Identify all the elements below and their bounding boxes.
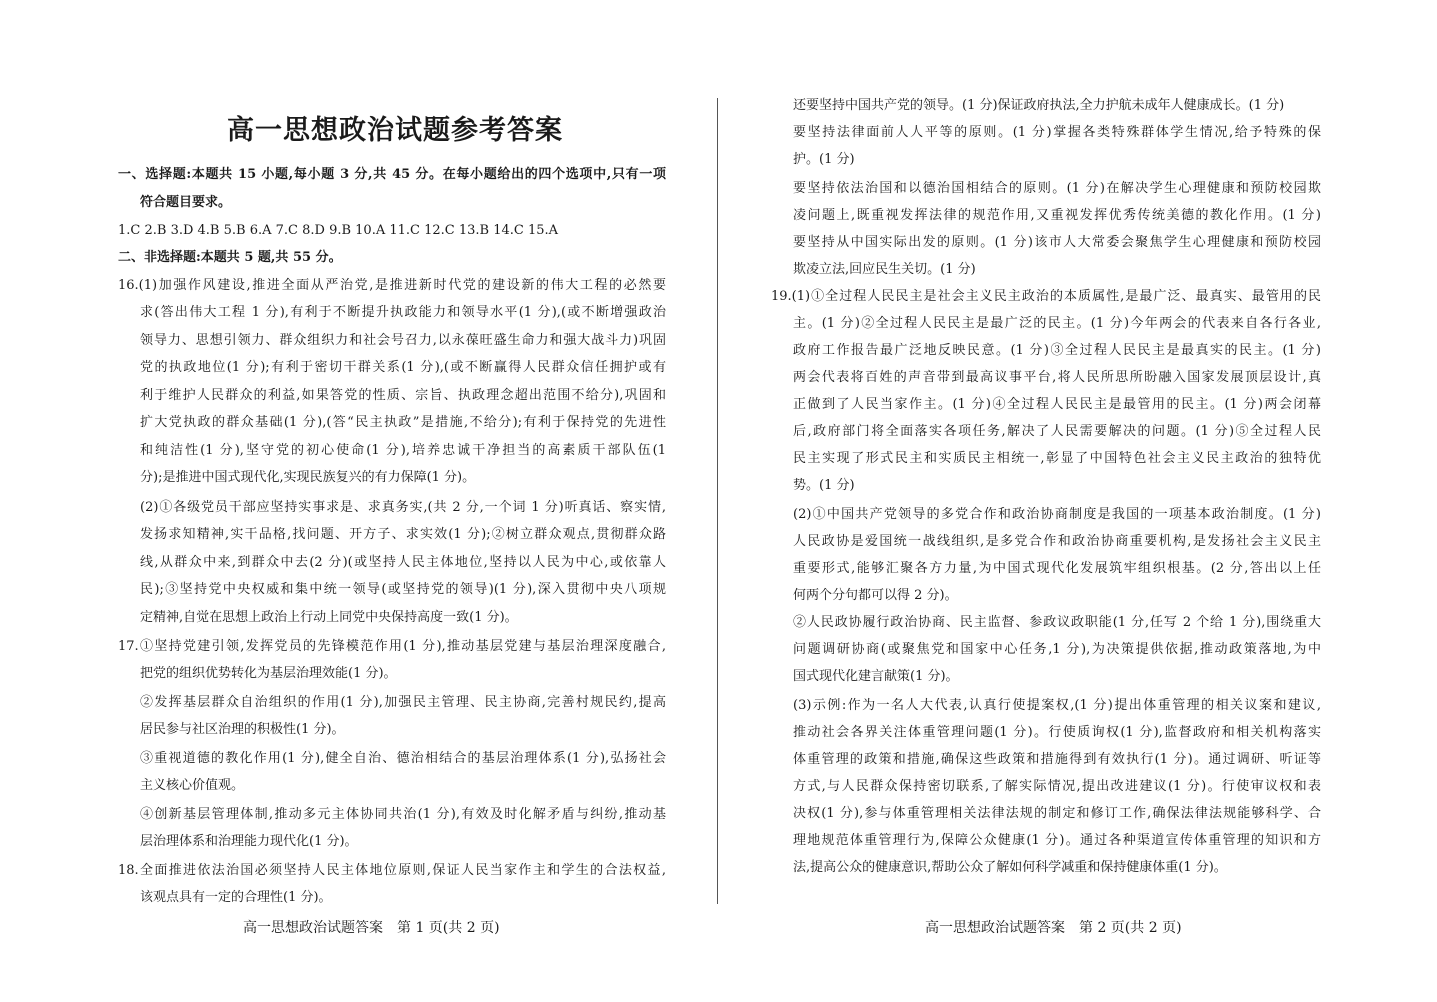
text-line: ④创新基层管理体制,推动多元主体协同共治(1 分),有效及时化解矛盾与纠纷,推动基 [140, 807, 666, 822]
text-line: 主义核心价值观。 [140, 778, 245, 793]
text-line: 一、选择题:本题共 15 小题,每小题 3 分,共 45 分。在每小题给出的四个选项中,只有一项 [118, 167, 666, 182]
footer-right: 高一思想政治试题答案 第 2 页(共 2 页) [925, 920, 1182, 936]
text-line: 19.(1)①全过程人民民主是社会主义民主政治的本质属性,是最广泛、最真实、最管用的民 [771, 289, 1321, 304]
text-line: (2)①中国共产党领导的多党合作和政治协商制度是我国的一项基本政治制度。(1 分) [793, 507, 1321, 522]
text-line: 体重管理的政策和措施,确保这些政策和措施得到有效执行(1 分)。通过调研、听证等 [793, 752, 1321, 767]
text-line: 理地规范体重管理行为,保障公众健康(1 分)。通过各种渠道宣传体重管理的知识和方 [793, 833, 1321, 848]
text-line: 分);是推进中国式现代化,实现民族复兴的有力保障(1 分)。 [140, 470, 476, 485]
text-line: 17.①坚持党建引领,发挥党员的先锋模范作用(1 分),推动基层党建与基层治理深度融合, [118, 639, 666, 654]
text-line: (2)①各级党员干部应坚持实事求是、求真务实,(共 2 分,一个词 1 分)听真话、察实情, [140, 500, 666, 515]
text-line: 1.C 2.B 3.D 4.B 5.B 6.A 7.C 8.D 9.B 10.A 11.C 12.C 13.B 14.C 15.A [118, 223, 559, 238]
text-line: 该观点具有一定的合理性(1 分)。 [140, 890, 332, 905]
text-line: 政府工作报告最广泛地反映民意。(1 分)③全过程人民民主是最真实的民主。(1 分) [793, 343, 1321, 358]
text-line: 两会代表将百姓的声音带到最高议事平台,将人民所思所盼融入国家发展顶层设计,真 [793, 370, 1321, 385]
text-line: 要坚持从中国实际出发的原则。(1 分)该市人大常委会聚焦学生心理健康和预防校园 [793, 235, 1321, 250]
text-line: 16.(1)加强作风建设,推进全面从严治党,是推进新时代党的建设新的伟大工程的必然要 [118, 278, 666, 293]
text-line: 势。(1 分) [793, 478, 855, 493]
column-divider [717, 98, 718, 904]
text-line: 线,从群众中来,到群众中去(2 分)(或坚持人民主体地位,坚持以人民为中心,或依靠人 [140, 555, 666, 570]
text-line: (3)示例:作为一名人大代表,认真行使提案权,(1 分)提出体重管理的相关议案和建议, [793, 698, 1321, 713]
text-line: ②发挥基层群众自治组织的作用(1 分),加强民主管理、民主协商,完善村规民约,提高 [140, 695, 666, 710]
text-line: 凌问题上,既重视发挥法律的规范作用,又重视发挥优秀传统美德的教化作用。(1 分) [793, 208, 1321, 223]
text-line: 重要形式,能够汇聚各方力量,为中国式现代化发展筑牢组织根基。(2 分,答出以上任 [793, 561, 1321, 576]
text-line: 二、非选择题:本题共 5 题,共 55 分。 [118, 250, 342, 265]
text-line: 何两个分句都可以得 2 分)。 [793, 588, 958, 603]
text-line: 求(答出伟大工程 1 分),有利于不断提升执政能力和领导水平(1 分),(或不断增强政治 [140, 305, 666, 320]
text-line: 居民参与社区治理的积极性(1 分)。 [140, 722, 345, 737]
text-line: 民主实现了形式民主和实质民主相统一,彰显了中国特色社会主义民主政治的独特优 [793, 451, 1321, 466]
text-line: 要坚持依法治国和以德治国相结合的原则。(1 分)在解决学生心理健康和预防校园欺 [793, 181, 1321, 196]
text-line: 后,政府部门将全面落实各项任务,解决了人民需要解决的问题。(1 分)⑤全过程人民 [793, 424, 1321, 439]
footer-left: 高一思想政治试题答案 第 1 页(共 2 页) [243, 920, 500, 936]
text-line: 还要坚持中国共产党的领导。(1 分)保证政府执法,全力护航未成年人健康成长。(1 分) [793, 98, 1285, 113]
text-line: 利于维护人民群众的利益,如果答党的性质、宗旨、执政理念超出范围不给分),巩固和 [140, 388, 666, 403]
text-line: 问题调研协商(或聚焦党和国家中心任务,1 分),为决策提供依据,推动政策落地,为中 [793, 642, 1321, 657]
text-line: 民);③坚持党中央权威和集中统一领导(或坚持党的领导)(1 分),深入贯彻中央八项规 [140, 582, 666, 597]
text-line: 要坚持法律面前人人平等的原则。(1 分)掌握各类特殊群体学生情况,给予特殊的保 [793, 125, 1321, 140]
text-line: 定精神,自觉在思想上政治上行动上同党中央保持高度一致(1 分)。 [140, 610, 518, 625]
text-line: 主。(1 分)②全过程人民民主是最广泛的民主。(1 分)今年两会的代表来自各行各业, [793, 316, 1321, 331]
text-line: 符合题目要求。 [140, 195, 232, 210]
text-line: 党的执政地位(1 分);有利于密切干群关系(1 分),(或不断赢得人民群众信任拥护或有 [140, 360, 666, 375]
text-line: 层治理体系和治理能力现代化(1 分)。 [140, 834, 358, 849]
text-line: 法,提高公众的健康意识,帮助公众了解如何科学减重和保持健康体重(1 分)。 [793, 860, 1227, 875]
text-line: 方式,与人民群众保持密切联系,了解实际情况,提出改进建议(1 分)。行使审议权和表 [793, 779, 1321, 794]
text-line: 推动社会各界关注体重管理问题(1 分)。行使质询权(1 分),监督政府和相关机构落实 [793, 725, 1321, 740]
text-line: 领导力、思想引领力、群众组织力和社会号召力,以永葆旺盛生命力和强大战斗力)巩固 [140, 333, 666, 348]
text-line: 和纯洁性(1 分),坚守党的初心使命(1 分),培养忠诚干净担当的高素质干部队伍(1 [140, 443, 666, 458]
text-line: 正做到了人民当家作主。(1 分)④全过程人民民主是最管用的民主。(1 分)两会闭幕 [793, 397, 1321, 412]
text-line: 护。(1 分) [793, 152, 855, 167]
text-line: 决权(1 分),参与体重管理相关法律法规的制定和修订工作,确保法律法规能够科学、合 [793, 806, 1321, 821]
text-line: 发扬求知精神,实干品格,找问题、开方子、求实效(1 分);②树立群众观点,贯彻群众路 [140, 527, 666, 542]
text-line: 国式现代化建言献策(1 分)。 [793, 669, 959, 684]
text-line: 人民政协是爱国统一战线组织,是多党合作和政治协商重要机构,是发扬社会主义民主 [793, 534, 1321, 549]
text-line: 把党的组织优势转化为基层治理效能(1 分)。 [140, 666, 397, 681]
text-line: 欺凌立法,回应民生关切。(1 分) [793, 262, 976, 277]
text-line: ②人民政协履行政治协商、民主监督、参政议政职能(1 分,任写 2 个给 1 分),围绕重大 [793, 615, 1321, 630]
text-line: ③重视道德的教化作用(1 分),健全自治、德治相结合的基层治理体系(1 分),弘扬社会 [140, 751, 666, 766]
page-title: 高一思想政治试题参考答案 [227, 115, 563, 146]
text-line: 扩大党执政的群众基础(1 分),(答“民主执政”是措施,不给分);有利于保持党的先进性 [140, 415, 666, 430]
text-line: 18.全面推进依法治国必须坚持人民主体地位原则,保证人民当家作主和学生的合法权益, [118, 863, 666, 878]
